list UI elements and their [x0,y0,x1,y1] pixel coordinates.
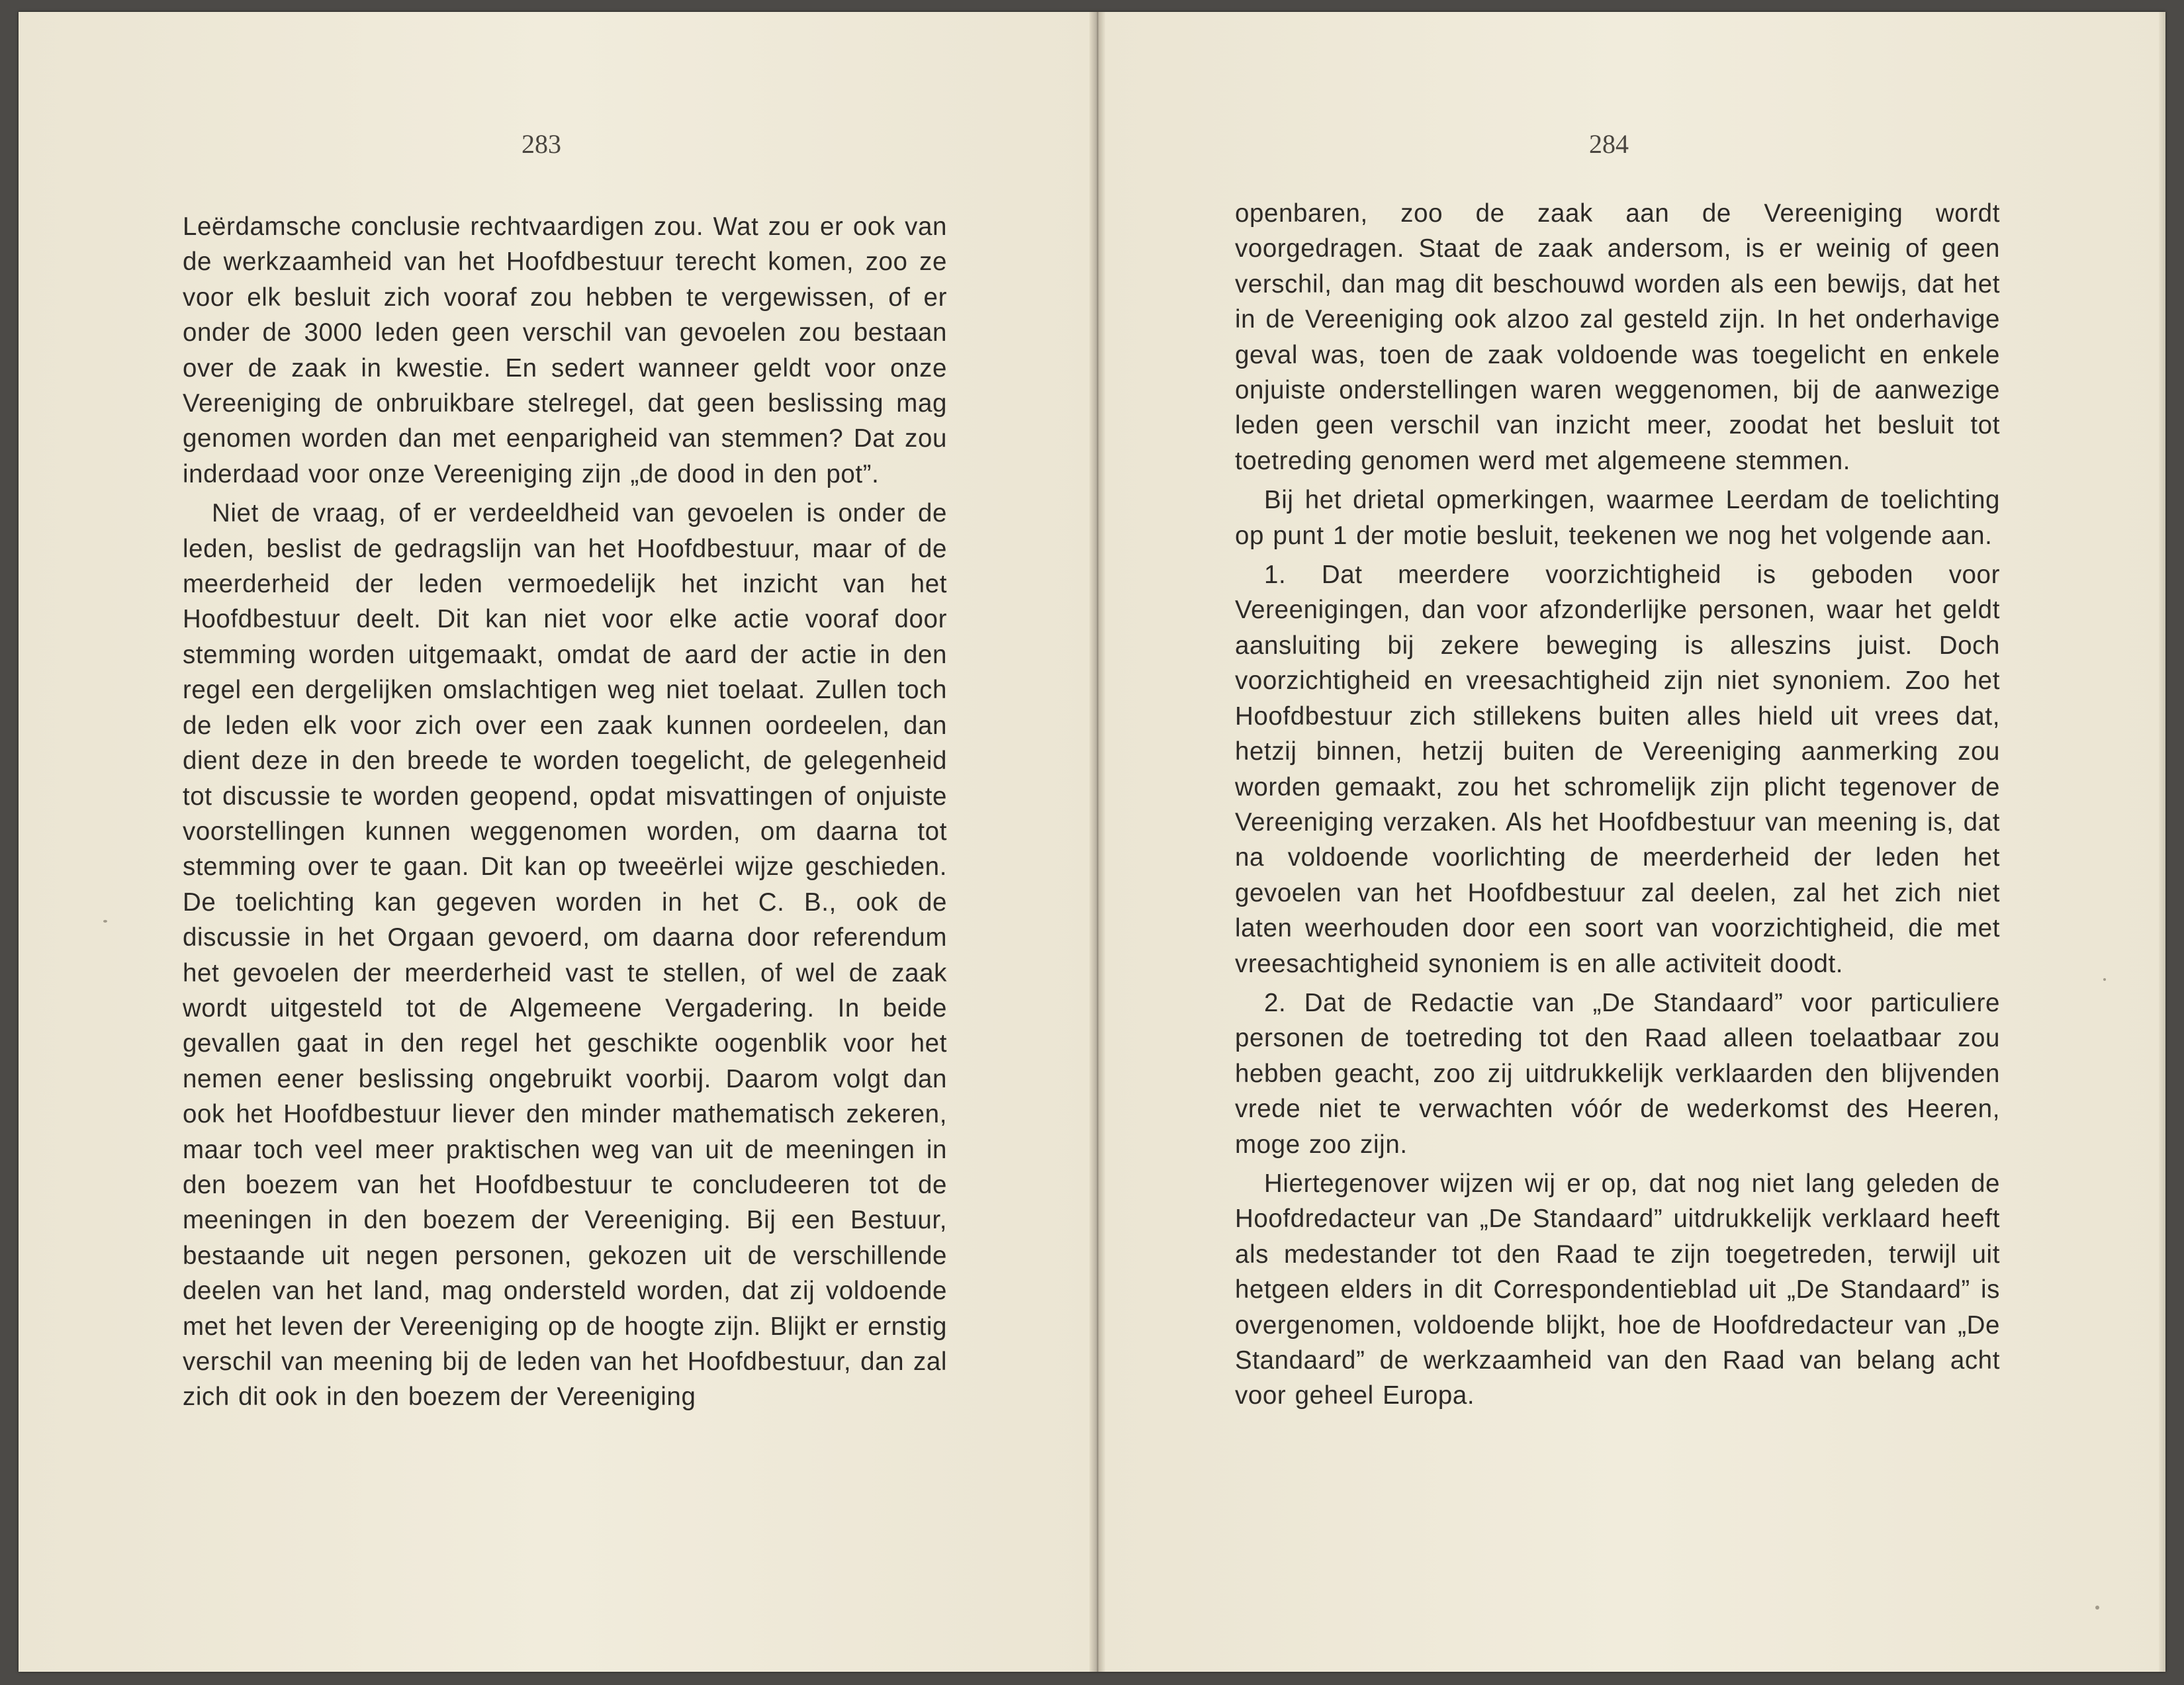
right-page [1099,12,2165,1672]
paper-speck [103,920,107,923]
paragraph: openbaren, zoo de zaak aan de Vereeniging wordt voorgedragen. Staat de zaak andersom, is er weinig of geen verschil, dan mag dit beschouwd worden als een bewijs, dat het in de Vereeniging ook alzoo zal gesteld zijn. In het onderhavige geval was, toen de zaak voldoende was toegelicht en enkele onjuiste onderstellingen waren weggenomen, bij de aanwezige leden geen verschil van inzicht meer, zoodat het besluit tot toetreding genomen werd met algemeene stemmen. [1235,199,2000,475]
paper-speck [2103,978,2106,981]
left-page [19,12,1096,1672]
book-gutter [1089,12,1105,1672]
paragraph: Niet de vraag, of er verdeeldheid van gevoelen is onder de leden, beslist de gedragslijn van het Hoofdbestuur, maar of de meerderheid der leden vermoedelijk het inzicht van het Hoofdbestuur deelt. Dit kan niet voor elke actie vooraf door stemming worden uitgemaakt, omdat de aard der actie in den regel een dergelijken omslachtigen weg niet toelaat. Zullen toch de leden elk voor zich over een zaak kunnen oordeelen, dan dient deze in den breede te worden toegelicht, de gelegenheid tot discussie te worden geopend, opdat misvattingen of onjuiste voorstellingen kunnen weggenomen worden, om daarna tot stemming over te gaan. Dit kan op tweeërlei wijze geschieden. De toelichting kan gegeven worden in het C. B., ook de discussie in het Orgaan gevoerd, om daarna door referendum het gevoelen der meerderheid vast te stellen, of wel de zaak wordt uitgesteld tot de Algemeene Vergadering. In beide gevallen gaat in den regel het geschikte oogenblik voor het nemen eener beslissing ongebruikt voorbij. Daarom volgt dan ook het Hoofdbestuur liever den minder mathematisch zekeren, maar toch veel meer praktischen weg van uit de meeningen in den boezem van het Hoofdbestuur te concludeeren tot de meeningen in den boezem der Vereeniging. Bij een Bestuur, bestaande uit negen personen, gekozen uit de verschillende deelen van het land, mag ondersteld worden, dat zij voldoende met het leven der Vereeniging op de hoogte zijn. Blijkt er ernstig verschil van meening bij de leden van het Hoofdbestuur, dan zal zich dit ook in den boezem der Vereeniging [183,499,947,1412]
paragraph: Hiertegenover wijzen wij er op, dat nog niet lang geleden de Hoofdredacteur van „De Standaard” uitdrukkelijk verklaard heeft als medestander tot den Raad te zijn toegetreden, terwijl uit hetgeen elders in dit Correspondentieblad uit „De Standaard” is overgenomen, voldoende blijkt, hoe de Hoofdredacteur van „De Standaard” de werkzaamheid van den Raad van belang acht voor geheel Europa. [1235,1169,2000,1410]
paragraph: 2. Dat de Redactie van „De Standaard” voor particuliere personen de toetreding tot den Raad alleen toelaatbaar zou hebben geacht, zoo zij uitdrukkelijk verklaarden den blijvenden vrede niet te verwachten vóór de wederkomst des Heeren, moge zoo zijn. [1235,988,2000,1159]
right-page-text [1235,196,2000,1414]
page-number-right: 284 [1589,129,1629,159]
book-spread [19,12,2165,1672]
page-edge [2159,12,2165,1672]
paragraph: Leërdamsche conclusie rechtvaardigen zou. Wat zou er ook van de werkzaamheid van het Hoofdbestuur terecht komen, zoo ze voor elk besluit zich vooraf zou hebben te vergewissen, of er onder de 3000 leden geen verschil van gevoelen zou bestaan over de zaak in kwestie. En sedert wanneer geldt voor onze Vereeniging de onbruikbare stelregel, dat geen beslissing mag genomen worden dan met eenparigheid van stemmen? Dat zou inderdaad voor onze Vereeniging zijn „de dood in den pot”. [183,212,947,488]
paragraph: 1. Dat meerdere voorzichtigheid is geboden voor Vereenigingen, dan voor afzonderlijke personen, waar het geldt aansluiting bij zekere beweging is alleszins juist. Doch voorzichtigheid en vreesachtigheid zijn niet synoniem. Zoo het Hoofdbestuur zich stillekens buiten alles hield uit vrees dat, hetzij binnen, hetzij buiten de Vereeniging aanmerking zou worden gemaakt, zou het schromelijk zijn plicht tegenover de Vereeniging verzaken. Als het Hoofdbestuur van meening is, dat na voldoende voorlichting de meerderheid der leden het gevoelen van het Hoofdbestuur zal deelen, zal het zich niet laten weerhouden door een soort van voorzichtigheid, die met vreesachtigheid synoniem is en alle activiteit doodt. [1235,561,2000,978]
paper-speck [2095,1606,2099,1610]
paragraph: Bij het drietal opmerkingen, waarmee Leerdam de toelichting op punt 1 der motie besluit, teekenen we nog het volgende aan. [1235,486,2000,550]
left-page-text [183,209,947,1415]
page-number-left: 283 [522,129,561,159]
